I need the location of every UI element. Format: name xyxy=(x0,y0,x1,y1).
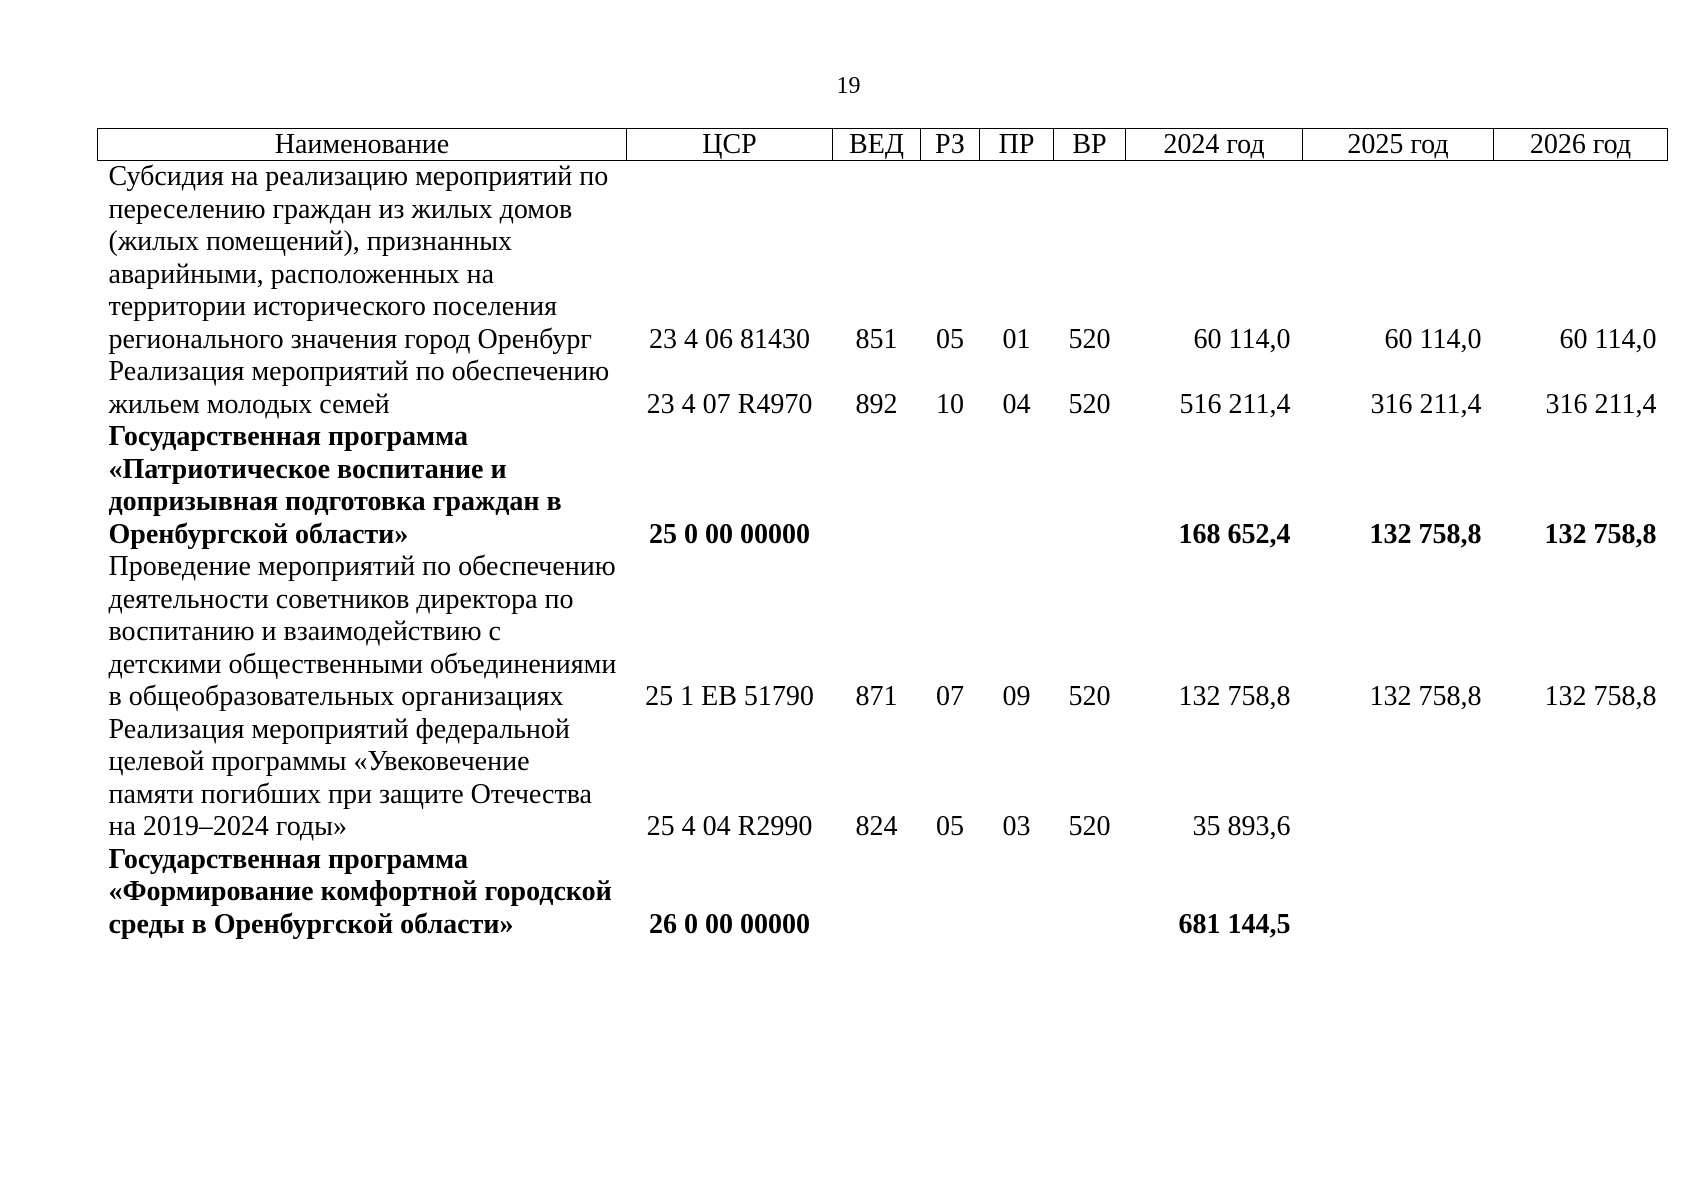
row-vr xyxy=(1054,844,1126,942)
header-2025: 2025 год xyxy=(1303,129,1494,161)
table-row xyxy=(98,714,1668,844)
row-2024: 60 114,0 xyxy=(1193,323,1291,355)
row-2026: 132 758,8 xyxy=(1544,518,1657,550)
row-2026: 60 114,0 xyxy=(1559,323,1657,355)
header-name: Наименование xyxy=(98,129,627,161)
row-2025: 132 758,8 xyxy=(1369,681,1482,712)
row-csr: 25 4 04 R2990 xyxy=(646,811,813,842)
header-ved: ВЕД xyxy=(833,129,921,161)
row-name: Реализация мероприятий по обеспечению жильем молодых семей xyxy=(108,356,610,420)
table-header xyxy=(98,129,1668,161)
row-name: Реализация мероприятий федеральной целевой программы «Увековечение памяти погибших при защите Отечества на 2019–2024 годы» xyxy=(108,713,592,842)
row-2025 xyxy=(1303,844,1494,942)
row-rz xyxy=(921,421,980,551)
page-number: 19 xyxy=(836,73,861,99)
row-vr: 520 xyxy=(1068,323,1111,355)
row-ved xyxy=(833,844,921,942)
table-body xyxy=(98,161,1668,942)
row-ved xyxy=(833,421,921,551)
header-row xyxy=(98,129,1668,161)
row-csr: 23 4 07 R4970 xyxy=(646,388,813,420)
table-row xyxy=(98,551,1668,714)
row-2024: 168 652,4 xyxy=(1178,518,1291,550)
row-vr xyxy=(1054,421,1126,551)
row-2024: 681 144,5 xyxy=(1178,908,1291,940)
row-name: Проведение мероприятий по обеспечению деятельности советников директора по воспитанию и взаимодействию с детскими общественными объединениями в общеобразовательных организациях xyxy=(108,551,617,712)
row-2025: 60 114,0 xyxy=(1384,323,1482,355)
row-pr: 03 xyxy=(1002,811,1031,842)
row-rz xyxy=(921,844,980,942)
row-vr: 520 xyxy=(1068,811,1111,842)
row-2025: 132 758,8 xyxy=(1369,518,1482,550)
header-pr: ПР xyxy=(980,129,1054,161)
table-row-program xyxy=(98,421,1668,551)
row-vr: 520 xyxy=(1068,681,1111,712)
row-ved: 851 xyxy=(855,323,898,355)
header-vr: ВР xyxy=(1054,129,1126,161)
row-rz: 05 xyxy=(936,811,964,842)
header-csr: ЦСР xyxy=(627,129,833,161)
row-ved: 824 xyxy=(855,811,898,842)
row-csr: 23 4 06 81430 xyxy=(649,323,810,355)
row-2026: 132 758,8 xyxy=(1544,681,1657,712)
table-row xyxy=(98,356,1668,421)
table-row-program xyxy=(98,844,1668,942)
row-pr: 09 xyxy=(1002,681,1031,712)
row-csr: 26 0 00 00000 xyxy=(649,908,810,940)
row-2026 xyxy=(1494,714,1668,844)
row-2024: 516 211,4 xyxy=(1179,388,1291,420)
row-pr xyxy=(980,421,1054,551)
row-2026: 316 211,4 xyxy=(1545,388,1657,420)
table-row xyxy=(98,161,1668,357)
row-2026 xyxy=(1494,844,1668,942)
row-pr: 04 xyxy=(1002,388,1031,420)
row-csr: 25 1 EB 51790 xyxy=(645,681,814,712)
row-csr: 25 0 00 00000 xyxy=(649,518,810,550)
row-rz: 07 xyxy=(936,681,964,712)
header-2026: 2026 год xyxy=(1494,129,1668,161)
budget-table xyxy=(97,128,1668,941)
row-ved: 871 xyxy=(855,681,898,712)
row-ved: 892 xyxy=(855,388,898,420)
header-rz: РЗ xyxy=(921,129,980,161)
row-pr: 01 xyxy=(1002,323,1031,355)
row-name: Государственная программа «Патриотическое воспитание и допризывная подготовка граждан в Оренбургской области» xyxy=(108,421,562,550)
row-vr: 520 xyxy=(1068,388,1111,420)
row-2024: 35 893,6 xyxy=(1192,811,1291,842)
row-2025 xyxy=(1303,714,1494,844)
row-name: Государственная программа «Формирование комфортной городской среды в Оренбургской области» xyxy=(108,843,612,940)
row-pr xyxy=(980,844,1054,942)
row-2025: 316 211,4 xyxy=(1370,388,1482,420)
row-2024: 132 758,8 xyxy=(1178,681,1291,712)
header-2024: 2024 год xyxy=(1126,129,1303,161)
row-rz: 05 xyxy=(936,323,964,355)
row-rz: 10 xyxy=(936,388,964,420)
row-name: Субсидия на реализацию мероприятий по переселению граждан из жилых домов (жилых помещений), признанных аварийными, расположенных на территории исторического поселения регионального значения город Оренбург xyxy=(108,161,609,355)
